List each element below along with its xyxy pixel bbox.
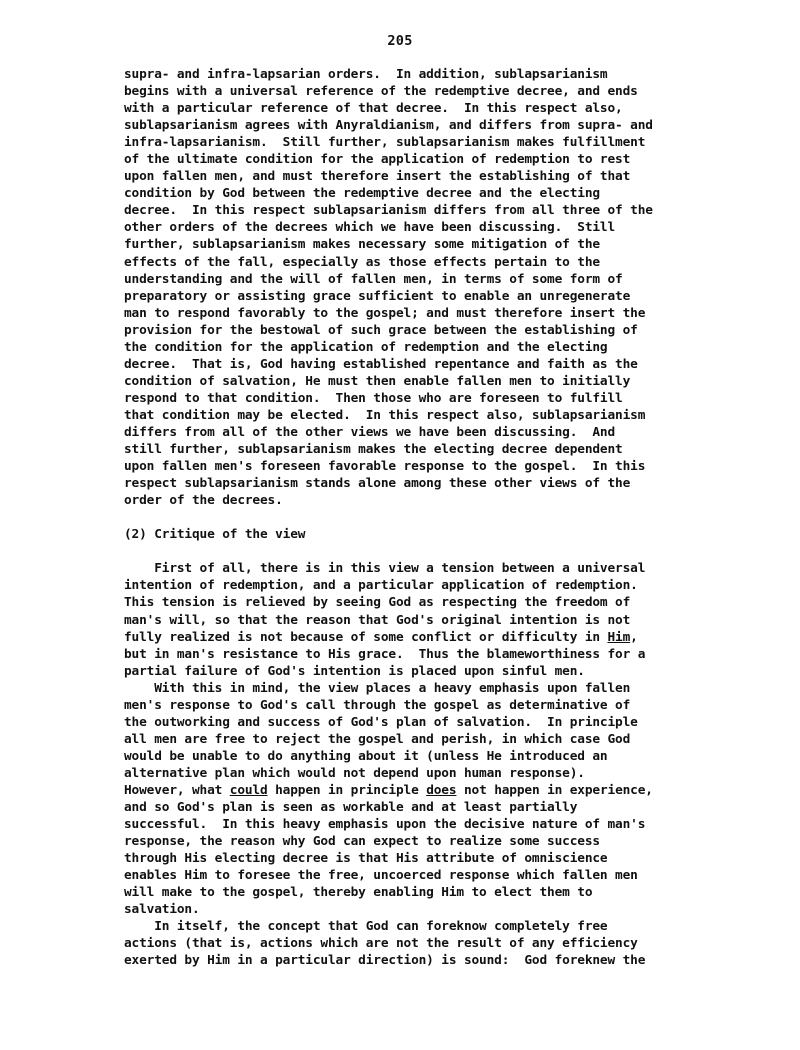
text-line: upon fallen men's foreseen favorable response to the gospel. In this [124, 459, 646, 475]
text-line: order of the decrees. [124, 493, 283, 509]
underlined-word: does [426, 782, 457, 798]
text-line: and so God's plan is seen as workable and at least partially [124, 800, 578, 816]
text-line: First of all, there is in this view a tension between a universal [124, 561, 646, 577]
text-line: would be unable to do anything about it (unless He introduced an [124, 748, 608, 764]
text-line: still further, sublapsarianism makes the electing decree dependent [124, 442, 623, 458]
text-line: With this in mind, the view places a heavy emphasis upon fallen [124, 680, 631, 696]
text-line: understanding and the will of fallen men, in terms of some form of [124, 271, 623, 287]
paragraph-spacer [124, 543, 724, 560]
text-line: successful. In this heavy emphasis upon the decisive nature of man's [124, 817, 646, 833]
text-run: However, what [124, 782, 230, 798]
text-line: alternative plan which would not depend upon human response). [124, 765, 585, 781]
text-line: preparatory or assisting grace sufficient to enable an unregenerate [124, 288, 631, 304]
text-run: , [630, 629, 638, 645]
text-line: but in man's resistance to His grace. Thus the blameworthiness for a [124, 646, 646, 662]
text-line: the outworking and success of God's plan of salvation. In principle [124, 714, 638, 730]
text-line: This tension is relieved by seeing God as respecting the freedom of [124, 595, 631, 611]
text-line: all men are free to reject the gospel and perish, in which case God [124, 731, 631, 747]
text-line: condition by God between the redemptive decree and the electing [124, 186, 600, 202]
text-line: of the ultimate condition for the application of redemption to rest [124, 152, 631, 168]
text-line: other orders of the decrees which we have been discussing. Still [124, 220, 616, 236]
text-run: not happen in experience, [456, 782, 653, 798]
text-line: In itself, the concept that God can foreknow completely free [124, 919, 608, 935]
text-line: decree. That is, God having established repentance and faith as the [124, 356, 638, 372]
text-line: sublapsarianism agrees with Anyraldianism, and differs from supra- and [124, 118, 653, 134]
text-line: further, sublapsarianism makes necessary some mitigation of the [124, 237, 600, 253]
text-line: man's will, so that the reason that God's original intention is not [124, 612, 631, 628]
text-line: differs from all of the other views we have been discussing. And [124, 424, 616, 440]
text-line: will make to the gospel, thereby enabling Him to elect them to [124, 885, 593, 901]
text-line: that condition may be elected. In this respect also, sublapsarianism [124, 407, 646, 423]
page-body [124, 66, 724, 969]
text-line: intention of redemption, and a particular application of redemption. [124, 578, 638, 594]
page-number: 205 [387, 33, 413, 49]
underlined-word: could [229, 782, 268, 798]
paragraph-spacer [124, 509, 724, 526]
text-line: through His electing decree is that His attribute of omniscience [124, 851, 608, 867]
paragraph-sublapsarian-order [124, 66, 724, 509]
underlined-word: Him [607, 629, 631, 645]
text-line: with a particular reference of that decree. In this respect also, [124, 101, 623, 117]
paragraph-foreknowledge [124, 918, 724, 969]
text-line: exerted by Him in a particular direction) is sound: God foreknew the [124, 953, 646, 969]
text-run: happen in principle [267, 782, 427, 798]
paragraph-tension [124, 560, 724, 679]
text-line: condition of salvation, He must then enable fallen men to initially [124, 373, 631, 389]
text-line: supra- and infra-lapsarian orders. In addition, sublapsarianism [124, 67, 608, 82]
text-line: begins with a universal reference of the redemptive decree, and ends [124, 84, 638, 100]
text-line: actions (that is, actions which are not the result of any efficiency [124, 936, 638, 952]
text-line: respond to that condition. Then those who are foreseen to fulfill [124, 390, 623, 406]
text-line: man to respond favorably to the gospel; and must therefore insert the [124, 305, 646, 321]
text-line: the condition for the application of redemption and the electing [124, 339, 608, 355]
text-line: response, the reason why God can expect to realize some success [124, 834, 600, 850]
text-line: enables Him to foresee the free, uncoerced response which fallen men [124, 868, 638, 884]
section-heading: (2) Critique of the view [124, 527, 306, 543]
paragraph-emphasis [124, 680, 724, 919]
text-line: upon fallen men, and must therefore insert the establishing of that [124, 169, 631, 185]
text-line: decree. In this respect sublapsarianism differs from all three of the [124, 203, 653, 219]
text-line: infra-lapsarianism. Still further, sublapsarianism makes fulfillment [124, 135, 646, 151]
text-line: respect sublapsarianism stands alone among these other views of the [124, 476, 631, 492]
text-line: men's response to God's call through the gospel as determinative of [124, 697, 631, 713]
text-line [124, 782, 724, 799]
text-line: partial failure of God's intention is placed upon sinful men. [124, 663, 585, 679]
text-line: effects of the fall, especially as those effects pertain to the [124, 254, 600, 270]
text-run: fully realized is not because of some conflict or difficulty in [124, 629, 608, 645]
text-line: salvation. [124, 902, 200, 918]
text-line [124, 629, 724, 646]
text-line: provision for the bestowal of such grace between the establishing of [124, 322, 638, 338]
